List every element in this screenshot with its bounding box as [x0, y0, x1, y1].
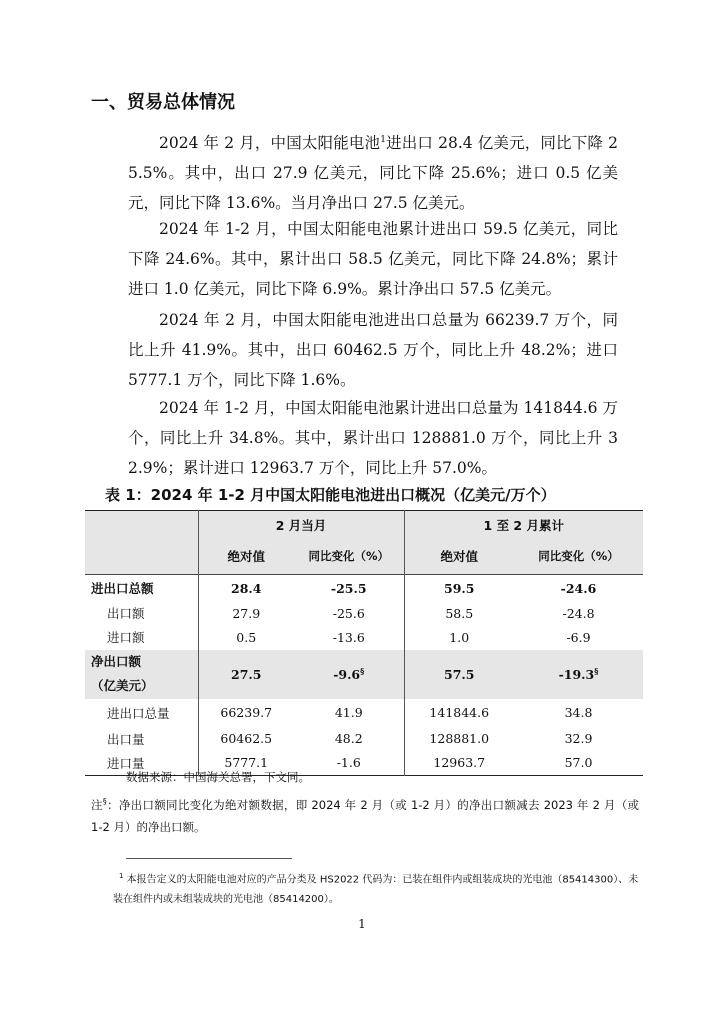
header-absolute-month: 绝对值 — [227, 549, 265, 565]
row-label: 出口额 — [85, 602, 198, 625]
table-group-header-row — [85, 511, 643, 539]
note-prefix: 注 — [91, 797, 103, 812]
cell-value: -13.6 — [294, 625, 404, 650]
table-row — [85, 727, 643, 751]
page-number: 1 — [358, 917, 366, 931]
cell-value: 12963.7 — [433, 755, 486, 771]
paragraph-1 — [128, 128, 618, 218]
row-label: 进出口总额 — [85, 575, 198, 602]
cell-value: 60462.5 — [220, 731, 273, 746]
group-header-month: 2 月当月 — [198, 511, 404, 539]
cell-value-with-mark — [294, 650, 404, 699]
note-text: ：净出口额同比变化为绝对额数据，即 2024 年 2 月（或 1-2 月）的净出口额减去 2023 年 2 月（或 1-2 月）的净出口额。 — [91, 797, 639, 834]
table-row-net-export — [85, 650, 643, 699]
table-note — [91, 791, 639, 838]
row-label: 出口量 — [85, 727, 198, 751]
cell-value: 0.5 — [236, 629, 257, 645]
cell-value: -1.6 — [294, 751, 404, 776]
cell-value: 59.5 — [444, 580, 475, 596]
row-label: 进出口总量 — [85, 699, 198, 727]
table-caption: 表 1：2024 年 1-2 月中国太阳能电池进出口概况（亿美元/万个） — [105, 486, 556, 504]
table-row — [85, 602, 643, 625]
table-corner-cell — [85, 539, 198, 575]
paragraph-1-start: 2024 年 2 月，中国太阳能电池 — [159, 134, 381, 152]
cell-value: -6.9 — [566, 629, 591, 645]
table-row — [85, 625, 643, 650]
row-label — [85, 650, 198, 699]
cell-value: 27.9 — [232, 605, 261, 621]
cell-value: 57.0 — [564, 755, 593, 771]
cell-value: 5777.1 — [224, 755, 269, 771]
group-header-cumulative: 1 至 2 月累计 — [483, 517, 564, 533]
table-corner-cell — [85, 511, 198, 539]
footnote-text: 本报告定义的太阳能电池对应的产品分类及 HS2022 代码为：已装在组件内或组装成块的光电池（85414300）、未装在组件内或未组装成块的光电池（85414200）。 — [113, 874, 639, 906]
row-label-line-1: 净出口额 — [91, 654, 142, 669]
cell-value: 58.5 — [445, 605, 474, 621]
cell-value: -25.5 — [294, 575, 404, 602]
summary-table — [85, 510, 643, 776]
cell-value: 27.5 — [231, 666, 262, 682]
cell-value: 41.9 — [294, 699, 404, 727]
paragraph-4: 2024 年 1-2 月，中国太阳能电池累计进出口总量为 141844.6 万个，同比上升 34.8%。其中，累计出口 128881.0 万个，同比上升 32.9%；累计进口 12963.7 万个，同比上升 57.0%。 — [128, 399, 618, 477]
table-sub-header-row — [85, 539, 643, 575]
table-row — [85, 575, 643, 602]
footnote-divider — [126, 858, 292, 859]
footnote-number: 1 — [119, 872, 124, 880]
cell-value: 1.0 — [449, 629, 470, 645]
cell-value: 66239.7 — [220, 705, 273, 720]
cell-value: 48.2 — [294, 727, 404, 751]
cell-value: 32.9 — [564, 731, 593, 746]
table-row — [85, 699, 643, 727]
cell-value: 57.5 — [444, 666, 475, 682]
data-source: 数据来源：中国海关总署，下文同。 — [126, 770, 310, 784]
section-title: 一、贸易总体情况 — [91, 92, 235, 113]
footnote-ref[interactable]: 1 — [380, 134, 386, 145]
header-change-month: 同比变化（%） — [294, 539, 404, 575]
cell-value: 141844.6 — [429, 705, 490, 720]
paragraph-2: 2024 年 1-2 月，中国太阳能电池累计进出口 59.5 亿美元，同比下降 24.6%。其中，累计出口 58.5 亿美元，同比下降 24.8%；累计进口 1.0 亿美元，同比下降 6.9%。累计净出口 57.5 亿美元。 — [128, 220, 618, 298]
paragraph-3: 2024 年 2 月，中国太阳能电池进出口总量为 66239.7 万个，同比上升 41.9%。其中，出口 60462.5 万个，同比上升 48.2%；进口 5777.1 万个，同比下降 1.6%。 — [128, 311, 618, 389]
cell-value: 28.4 — [231, 580, 262, 596]
cell-value-with-mark — [514, 650, 643, 699]
cell-value: -24.6 — [560, 580, 597, 596]
cell-value: 128881.0 — [429, 731, 490, 746]
section-mark: § — [594, 665, 599, 676]
paragraph-1-rest: 进出口 28.4 亿美元，同比下降 25.5%。其中，出口 27.9 亿美元，同比下降 25.6%；进口 0.5 亿美元，同比下降 13.6%。当月净出口 27.5 亿美元。 — [128, 134, 618, 212]
section-mark: § — [360, 665, 365, 676]
cell-value: -25.6 — [294, 602, 404, 625]
header-change-cumulative: 同比变化（%） — [538, 549, 619, 564]
header-absolute-cumulative: 绝对值 — [440, 549, 478, 565]
row-label: 进口量 — [85, 751, 198, 776]
cell-value: -19.3 — [558, 667, 595, 683]
footnote — [113, 866, 643, 910]
cell-value: -9.6 — [333, 667, 361, 683]
cell-value: 34.8 — [564, 705, 593, 720]
row-label: 进口额 — [85, 625, 198, 650]
row-label-line-2: （亿美元） — [91, 678, 154, 693]
cell-value: -24.8 — [562, 605, 595, 621]
note-mark: § — [102, 797, 107, 806]
